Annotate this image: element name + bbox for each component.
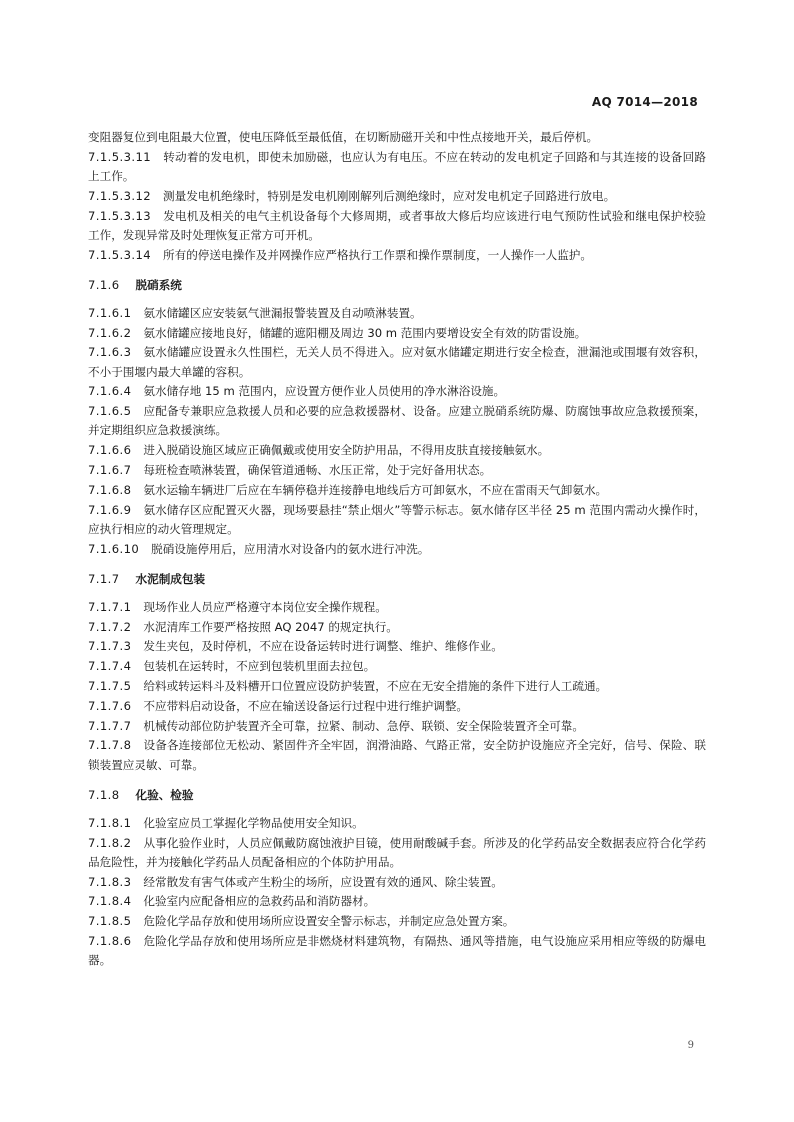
- section-heading-7-1-6: [88, 276, 706, 295]
- clause-text: 危险化学品存放和使用场所应是非燃烧材料建筑物，有隔热、通风等措施，电气设施应采用相应等级的防爆电器。: [88, 933, 706, 968]
- clause-text: 测量发电机绝缘时，特别是发电机刚刚解列后测绝缘时，应对发电机定子回路进行放电。: [163, 188, 616, 203]
- section-title: 化验、检验: [135, 787, 194, 802]
- clause-number: 7.1.6.2: [88, 325, 132, 340]
- clause-text: 氨水储罐应接地良好，储罐的遮阳棚及周边 30 m 范围内要增设安全有效的防雷设施。: [143, 325, 587, 340]
- clause-number: 7.1.8.1: [88, 815, 132, 830]
- clause-text: 进入脱硝设施区域应正确佩戴或使用安全防护用品，不得用皮肤直接接触氨水。: [143, 443, 550, 458]
- clause-7-1-7-2: [88, 618, 706, 637]
- clause-number: 7.1.6.1: [88, 305, 132, 320]
- section-number: 7.1.6: [88, 277, 120, 292]
- clause-number: 7.1.6.6: [88, 443, 132, 458]
- clause-number: 7.1.6.8: [88, 482, 132, 497]
- clause-number: 7.1.5.3.13: [88, 208, 151, 223]
- clause-text: 给料或转运料斗及料槽开口位置应设防护装置，不应在无安全措施的条件下进行人工疏通。: [143, 678, 608, 693]
- clause-7-1-7-5: [88, 677, 706, 696]
- section-number: 7.1.8: [88, 787, 120, 802]
- clause-7-1-8-4: [88, 892, 706, 911]
- clause-number: 7.1.6.7: [88, 462, 132, 477]
- clause-text: 经常散发有害气体或产生粉尘的场所，应设置有效的通风、除尘装置。: [143, 874, 503, 889]
- clause-number: 7.1.6.3: [88, 345, 132, 360]
- clause-7-1-6-3: [88, 343, 706, 381]
- section-heading-7-1-8: [88, 786, 706, 805]
- clause-7-1-8-6: [88, 932, 706, 970]
- clause-7-1-7-8: [88, 736, 706, 774]
- clause-number: 7.1.5.3.11: [88, 149, 151, 164]
- clause-number: 7.1.7.8: [88, 738, 132, 753]
- clause-7-1-6-10: [88, 540, 706, 559]
- clause-7-1-5-3-11: [88, 148, 706, 186]
- clause-7-1-8-1: [88, 814, 706, 833]
- clause-number: 7.1.8.3: [88, 874, 132, 889]
- clause-7-1-7-3: [88, 637, 706, 656]
- clause-text: 机械传动部位防护装置齐全可靠，拉紧、制动、急停、联锁、安全保险装置齐全可靠。: [143, 718, 584, 733]
- clause-text: 每班检查喷淋装置，确保管道通畅、水压正常，处于完好备用状态。: [143, 462, 492, 477]
- clause-text: 应配备专兼职应急救援人员和必要的应急救援器材、设备。应建立脱硝系统防爆、防腐蚀事故应急救援预案，并定期组织应急救援演练。: [88, 404, 706, 438]
- clause-text: 水泥清库工作要严格按照 AQ 2047 的规定执行。: [143, 619, 398, 634]
- clause-7-1-7-4: [88, 657, 706, 676]
- clause-number: 7.1.6.4: [88, 384, 132, 399]
- clause-7-1-7-7: [88, 717, 706, 736]
- clause-7-1-7-6: [88, 697, 706, 716]
- section-title: 水泥制成包装: [135, 571, 206, 586]
- clause-number: 7.1.7.7: [88, 718, 132, 733]
- clause-text: 化验室应员工掌握化学物品使用安全知识。: [143, 815, 364, 830]
- clause-7-1-6-9: [88, 501, 706, 539]
- clause-number: 7.1.7.4: [88, 659, 132, 674]
- clause-7-1-6-2: [88, 324, 706, 343]
- clause-text: 包装机在运转时，不应到包装机里面去拉包。: [143, 659, 376, 674]
- clause-7-1-5-3-12: [88, 187, 706, 206]
- clause-7-1-5-3-13: [88, 207, 706, 245]
- document-body: [88, 128, 706, 971]
- clause-text: 从事化验作业时，人员应佩戴防腐蚀液护目镜，使用耐酸碱手套。所涉及的化学药品安全数据表应符合化学药品危险性，并为接触化学药品人员配备相应的个体防护用品。: [88, 835, 706, 869]
- clause-number: 7.1.5.3.12: [88, 188, 151, 203]
- clause-text: 现场作业人员应严格遵守本岗位安全操作规程。: [143, 599, 387, 614]
- document-code: AQ 7014—2018: [591, 95, 698, 109]
- clause-7-1-6-8: [88, 481, 706, 500]
- clause-7-1-6-7: [88, 461, 706, 480]
- clause-7-1-8-5: [88, 912, 706, 931]
- clause-text: 化验室内应配备相应的急救药品和消防器材。: [143, 894, 376, 909]
- clause-number: 7.1.7.3: [88, 639, 132, 654]
- clause-text: 氨水储罐区应安装氨气泄漏报警装置及自动喷淋装置。: [143, 305, 422, 320]
- clause-number: 7.1.7.1: [88, 599, 132, 614]
- paragraph: [88, 128, 706, 147]
- clause-7-1-6-4: [88, 382, 706, 401]
- clause-text: 设备各连接部位无松动、紧固件齐全牢固，润滑油路、气路正常，安全防护设施应齐全完好，信号、保险、联锁装置应灵敏、可靠。: [88, 738, 706, 772]
- clause-number: 7.1.7.5: [88, 678, 132, 693]
- clause-text: 氨水储罐应设置永久性围栏，无关人员不得进入。应对氨水储罐定期进行安全检查，泄漏池或围堰有效容积，不小于围堰内最大单罐的容积。: [88, 345, 706, 379]
- clause-7-1-6-6: [88, 441, 706, 460]
- clause-text: 氨水储存区应配置灭火器，现场要悬挂“禁止烟火”等警示标志。氨水储存区半径 25 m 范围内需动火操作时，应执行相应的动火管理规定。: [88, 502, 706, 536]
- clause-number: 7.1.8.6: [88, 933, 132, 948]
- clause-number: 7.1.8.4: [88, 894, 132, 909]
- clause-text: 不应带料启动设备，不应在输送设备运行过程中进行维护调整。: [143, 698, 469, 713]
- clause-text: 危险化学品存放和使用场所应设置安全警示标志，并制定应急处置方案。: [143, 914, 515, 929]
- clause-number: 7.1.6.10: [88, 541, 140, 556]
- clause-text: 氨水储存地 15 m 范围内，应设置方便作业人员使用的净水淋浴设施。: [143, 384, 506, 399]
- paragraph-text: 变阻器复位到电阻最大位置，使电压降低至最低值，在切断励磁开关和中性点接地开关，最后停机。: [88, 130, 599, 144]
- section-title: 脱硝系统: [135, 277, 182, 292]
- clause-text: 脱硝设施停用后，应用清水对设备内的氨水进行冲洗。: [151, 541, 430, 556]
- clause-text: 发生夹包，及时停机，不应在设备运转时进行调整、维护、维修作业。: [143, 639, 503, 654]
- clause-number: 7.1.7.6: [88, 698, 132, 713]
- clause-text: 氨水运输车辆进厂后应在车辆停稳并连接静电地线后方可卸氨水，不应在雷雨天气卸氨水。: [143, 482, 608, 497]
- clause-7-1-7-1: [88, 598, 706, 617]
- clause-number: 7.1.8.2: [88, 835, 132, 850]
- clause-7-1-6-5: [88, 402, 706, 440]
- clause-text: 发电机及相关的电气主机设备每个大修周期，或者事故大修后均应该进行电气预防性试验和继电保护校验工作，发现异常及时处理恢复正常方可开机。: [88, 208, 706, 242]
- clause-number: 7.1.7.2: [88, 619, 132, 634]
- clause-7-1-5-3-14: [88, 246, 706, 265]
- clause-7-1-8-3: [88, 873, 706, 892]
- section-number: 7.1.7: [88, 571, 120, 586]
- clause-number: 7.1.5.3.14: [88, 247, 151, 262]
- clause-number: 7.1.6.5: [88, 404, 132, 419]
- page-number: 9: [687, 1040, 694, 1051]
- clause-7-1-8-2: [88, 834, 706, 872]
- section-heading-7-1-7: [88, 570, 706, 589]
- clause-text: 转动着的发电机，即使未加励磁，也应认为有电压。不应在转动的发电机定子回路和与其连接的设备回路上工作。: [88, 149, 706, 183]
- clause-text: 所有的停送电操作及并网操作应严格执行工作票和操作票制度，一人操作一人监护。: [163, 247, 592, 262]
- clause-number: 7.1.6.9: [88, 502, 132, 517]
- clause-7-1-6-1: [88, 304, 706, 323]
- clause-number: 7.1.8.5: [88, 914, 132, 929]
